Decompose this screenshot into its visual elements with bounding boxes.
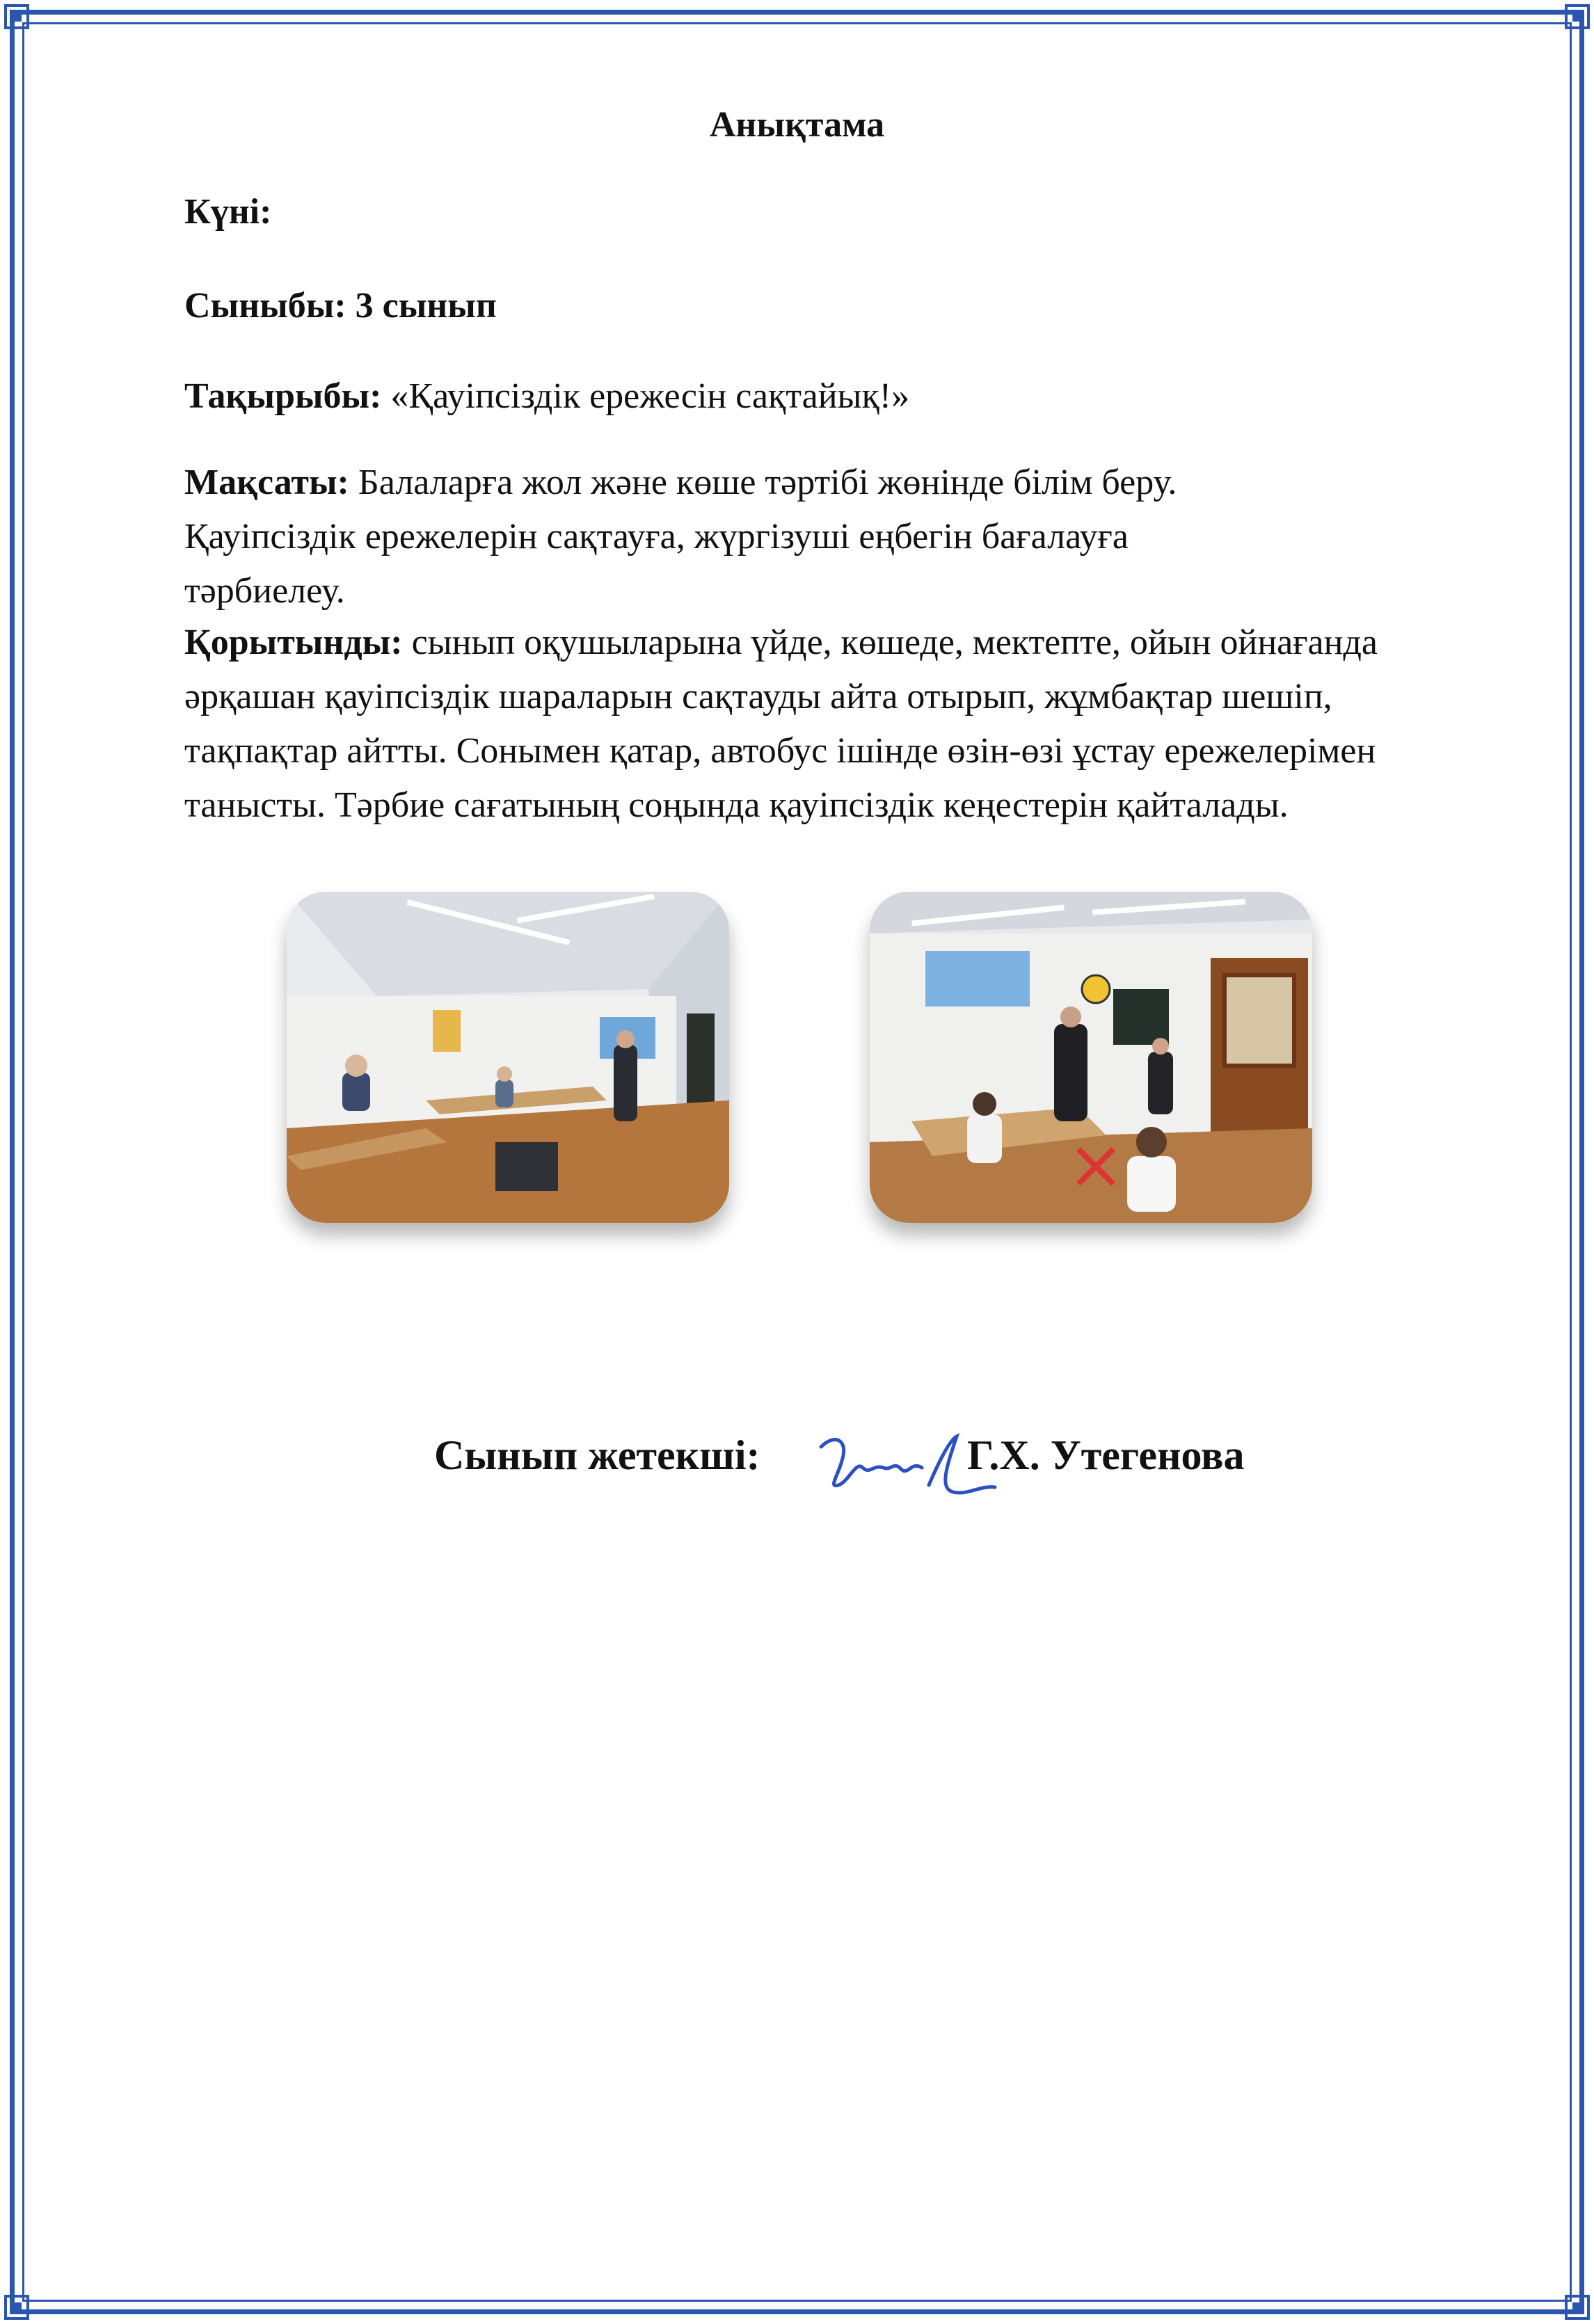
classroom-photo-1 xyxy=(287,892,729,1223)
class-label: Сыныбы: 3 сынып xyxy=(184,286,497,326)
classroom-photo-2 xyxy=(870,892,1312,1223)
corner-ornament xyxy=(3,3,31,31)
goal-label: Мақсаты: xyxy=(184,463,349,502)
corner-ornament xyxy=(1563,2293,1591,2321)
topic-line xyxy=(184,376,909,417)
signature-name: Г.Х. Утегенова xyxy=(967,1432,1245,1478)
goal-text: Қауіпсіздік ережелерін сақтауға, жүргізуші еңбегін бағалауға xyxy=(184,517,1129,556)
conclusion-text: тақпақтар айтты. Сонымен қатар, автобус ішінде өзін-өзі ұстау ережелерімен xyxy=(184,731,1376,771)
signature-label: Сынып жетекші: xyxy=(434,1432,760,1478)
corner-ornament xyxy=(1563,3,1591,31)
topic-value: «Қауіпсіздік ережесін сақтайық!» xyxy=(390,376,910,416)
goal-text: тәрбиелеу. xyxy=(184,571,345,611)
conclusion-text: әрқашан қауіпсіздік шараларын сақтауды айта отырып, жұмбақтар шешіп, xyxy=(184,677,1332,716)
topic-label: Тақырыбы: xyxy=(184,376,382,416)
goal-paragraph xyxy=(184,456,1541,618)
conclusion-label: Қорытынды: xyxy=(184,623,403,662)
goal-text: Балаларға жол және көше тәртібі жөнінде білім беру. xyxy=(358,463,1177,502)
date-label: Күні: xyxy=(184,192,272,232)
conclusion-paragraph xyxy=(184,616,1541,833)
conclusion-text: сынып оқушыларына үйде, көшеде, мектепте, ойын ойнағанда xyxy=(411,623,1378,662)
corner-ornament xyxy=(3,2293,31,2321)
document-title: Анықтама xyxy=(709,105,885,145)
page-border-inner xyxy=(22,22,1572,2302)
conclusion-text: танысты. Тәрбие сағатының соңында қауіпсіздік кеңестерін қайталады. xyxy=(184,785,1289,825)
